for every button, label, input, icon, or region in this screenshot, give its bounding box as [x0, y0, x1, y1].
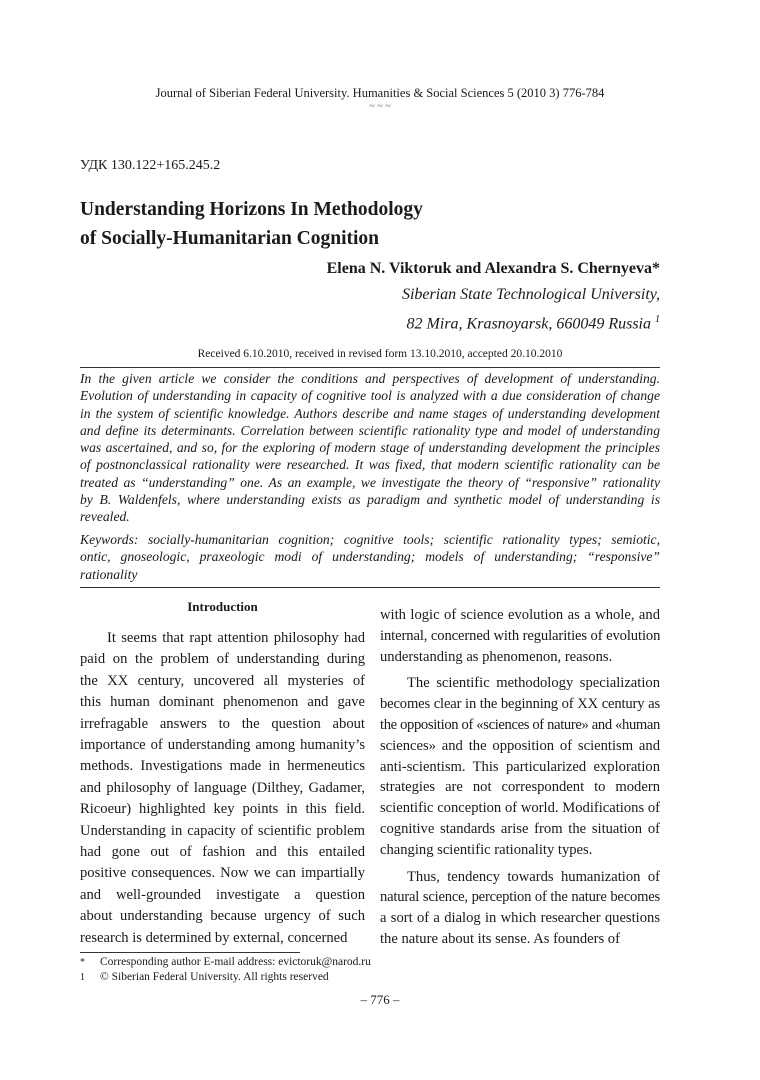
text-line: anti-scientism. This particularized exploration: [380, 758, 660, 775]
text-line: was ascertained, and so, for the exploring of modern stage of understanding development the principles: [80, 440, 660, 456]
affiliation: [402, 282, 660, 336]
text-line: sciences» and the opposition of scientism and: [380, 737, 660, 754]
text-line: importance of understanding among humanity’s: [80, 737, 365, 754]
title-line: Understanding Horizons In Methodology: [80, 199, 423, 220]
page-number: – 776 –: [360, 992, 400, 1007]
received-dates: Received 6.10.2010, received in revised form 13.10.2010, accepted 20.10.2010: [197, 348, 563, 360]
text-line: treated as “understanding” one. As an example, we investigate the theory of “responsive” rationality: [80, 474, 660, 490]
text-line: In the given article we consider the conditions and perspectives of development of understanding.: [80, 371, 660, 386]
text-line: in the system of scientific knowledge. Authors describe and name stages of understanding development: [80, 405, 660, 421]
text-line: by B. Waldenfels, where understanding exists as paradigm and synthetic model of understanding is: [80, 492, 660, 508]
text-line: research is determined by external, concerned: [80, 929, 348, 946]
footnote-mark: 1: [655, 314, 660, 325]
title-line: of Socially-Humanitarian Cognition: [80, 228, 380, 249]
text-line: rationality: [80, 566, 138, 582]
footnote: [80, 955, 371, 970]
text-line: and philosophy of language (Dilthey, Gadamer,: [80, 779, 365, 796]
text-line: The scientific methodology specialization: [407, 675, 660, 692]
footnote: [80, 970, 329, 985]
text-line: the nature about its sense. As founders of: [380, 930, 620, 947]
text-line: about understanding because urgency of such: [80, 908, 365, 925]
section-heading: Introduction: [187, 599, 258, 614]
body-column-right: [380, 605, 660, 950]
udk-code: УДК 130.122+165.245.2: [80, 158, 221, 173]
text-line: revealed.: [80, 509, 130, 525]
article-title: [80, 195, 423, 253]
text-line: positive consequences. Now we can impartially: [80, 865, 365, 882]
text-line: Keywords: socially-humanitarian cognition; cognitive tools; scientific rationality types; semiotic,: [80, 532, 660, 547]
paragraph: [380, 673, 660, 860]
text-line: Understanding in capacity of scientific problem: [80, 822, 365, 839]
footnote-mark: *: [80, 957, 85, 968]
footnote-text: Corresponding author E-mail address: evictoruk@narod.ru: [100, 956, 371, 968]
text-line: this human dominant phenomenon and gave: [80, 694, 365, 711]
text-line: and define its determinants. Correlation between scientific rationality type and model of understanding: [80, 422, 660, 438]
text-line: Ricoeur) highlighted key points in this field.: [80, 801, 365, 818]
header-separator: ~ ~ ~: [369, 101, 391, 112]
text-line: Evolution of understanding in capacity of cognitive tool is analyzed with a due consideration of change: [80, 388, 660, 404]
text-line: had gone out of fashion and this entailed: [80, 844, 365, 861]
text-line: It seems that rapt attention philosophy had: [107, 630, 365, 646]
text-line: the opposition of «sciences of nature» and «human: [380, 716, 660, 733]
paragraph: [80, 628, 365, 949]
text-line: a sort of a dialog in which researcher questions: [380, 910, 660, 927]
text-line: scientific conception of world. Modifications of: [380, 800, 660, 817]
text-line: and well-grounded investigate a question: [80, 886, 365, 903]
footnote-divider: [80, 952, 300, 953]
text-line: changing scientific rationality types.: [380, 841, 593, 858]
text-line: ontic, gnoseologic, praxeologic modi of understanding; models of understanding; “responsive”: [80, 549, 660, 565]
affiliation-address: 82 Mira, Krasnoyarsk, 660049 Russia: [406, 315, 651, 333]
text-line: methods. Investigations made in hermeneutics: [80, 758, 365, 775]
text-line: with logic of science evolution as a whole, and: [380, 607, 660, 623]
footnote-mark: 1: [80, 972, 85, 983]
affiliation-line: Siberian State Technological University,: [401, 286, 660, 303]
text-line: the XX century, uncovered all mysteries of: [80, 672, 365, 689]
text-line: irrefragable answers to the question about: [80, 715, 365, 732]
text-line: strategies are not correspondent to modern: [380, 779, 660, 796]
affiliation-line: [402, 307, 660, 336]
paragraph: [380, 605, 660, 667]
authors: Elena N. Viktoruk and Alexandra S. Chernyeva*: [326, 260, 660, 277]
divider: [80, 587, 660, 588]
divider: [80, 367, 660, 368]
body-column-left: [80, 628, 365, 949]
text-line: understanding as phenomenon, reasons.: [380, 648, 613, 665]
text-line: internal, concerned with regularities of evolution: [380, 627, 660, 644]
abstract: [80, 370, 660, 526]
footnote-text: © Siberian Federal University. All rights reserved: [100, 971, 329, 983]
journal-header: Journal of Siberian Federal University. Humanities & Social Sciences 5 (2010 3) 776-784: [155, 86, 605, 100]
text-line: becomes clear in the beginning of XX century as: [380, 696, 660, 713]
text-line: natural science, perception of the nature becomes: [380, 889, 660, 906]
paragraph: [380, 867, 660, 950]
text-line: of postnonclassical rationality were researched. It was fixed, that modern scientific rationality can be: [80, 457, 660, 473]
text-line: paid on the problem of understanding during: [80, 651, 365, 668]
keywords: [80, 531, 660, 583]
text-line: Thus, tendency towards humanization of: [407, 868, 660, 885]
text-line: cognitive standards arise from the situation of: [380, 820, 660, 837]
